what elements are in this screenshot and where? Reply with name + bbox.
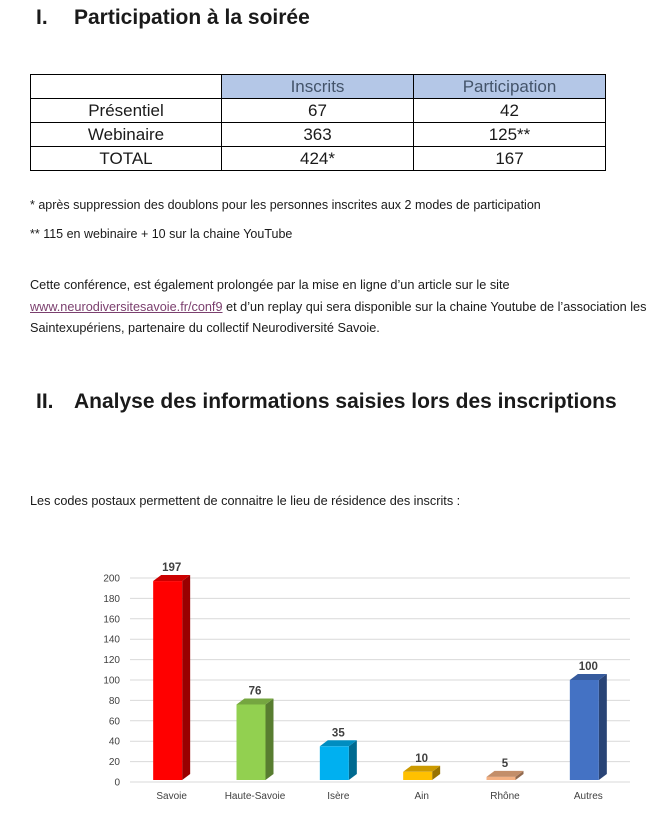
table-header-inscrits: Inscrits [222,75,414,99]
data-label: 10 [415,752,429,765]
footnote-youtube: ** 115 en webinaire + 10 sur la chaine YouTube [30,227,293,241]
row-label: Webinaire [31,123,222,147]
cell-inscrits: 363 [222,123,414,147]
x-category-label: Autres [573,791,603,802]
data-label: 197 [162,562,182,575]
data-label: 100 [578,661,598,673]
cell-participation: 167 [414,147,606,171]
cell-inscrits: 424* [222,147,414,171]
participation-table [30,74,606,171]
bar [570,680,599,780]
bar-side [182,575,190,780]
data-label: 35 [331,727,345,740]
conference-paragraph [30,275,655,340]
bar [237,704,266,780]
section-title-text: Participation à la soirée [74,6,310,29]
y-tick-label: 120 [103,655,120,667]
bar-side [266,698,274,780]
section-title-analyse [36,390,617,414]
chart-intro-text: Les codes postaux permettent de connaitre le lieu de résidence des inscrits : [30,494,461,508]
table-header-row [31,75,606,99]
y-tick-label: 20 [108,757,120,769]
x-category-label: Isère [327,791,350,802]
y-tick-label: 60 [108,716,120,728]
data-label: 76 [248,685,262,698]
row-label: TOTAL [31,147,222,171]
x-category-label: Savoie [156,791,187,802]
table-row [31,147,606,171]
bar [320,746,349,780]
section-title-participation [36,6,310,30]
bar-side [349,740,357,780]
table-header-participation: Participation [414,75,606,99]
y-tick-label: 160 [103,614,120,626]
postal-code-bar-chart [90,550,650,815]
x-category-label: Ain [414,791,429,802]
data-label: 5 [501,757,509,770]
bar-side [599,674,607,780]
y-tick-label: 40 [108,736,120,748]
y-tick-label: 100 [103,675,120,687]
footnote-doublons: * après suppression des doublons pour les personnes inscrites aux 2 modes de participation [30,198,541,212]
table-header-empty [31,75,222,99]
paragraph-text: Cette conférence, est également prolongée par la mise en ligne d’un article sur le site [30,278,510,292]
cell-inscrits: 67 [222,99,414,123]
table-row [31,123,606,147]
x-category-label: Rhône [490,791,520,802]
section-title-text: Analyse des informations saisies lors des inscriptions [74,390,617,413]
paragraph-text: et d’un replay qui sera disponible sur la chaine Youtube de l’association les Saintexupériens, partenaire du collectif Neurodiversité Savoie. [30,299,647,335]
bar [153,581,182,780]
bar [487,777,516,780]
section-number: II. [36,390,54,413]
bar [403,772,432,780]
site-link[interactable]: www.neurodiversitesavoie.fr/conf9 [30,299,223,314]
y-tick-label: 140 [103,634,120,646]
y-tick-label: 80 [108,695,120,707]
row-label: Présentiel [31,99,222,123]
section-number: I. [36,6,48,29]
y-tick-label: 0 [114,777,120,789]
x-category-label: Haute-Savoie [224,791,286,802]
y-tick-label: 200 [103,573,120,585]
table-row [31,99,606,123]
y-tick-label: 180 [103,593,120,605]
cell-participation: 42 [414,99,606,123]
cell-participation: 125** [414,123,606,147]
